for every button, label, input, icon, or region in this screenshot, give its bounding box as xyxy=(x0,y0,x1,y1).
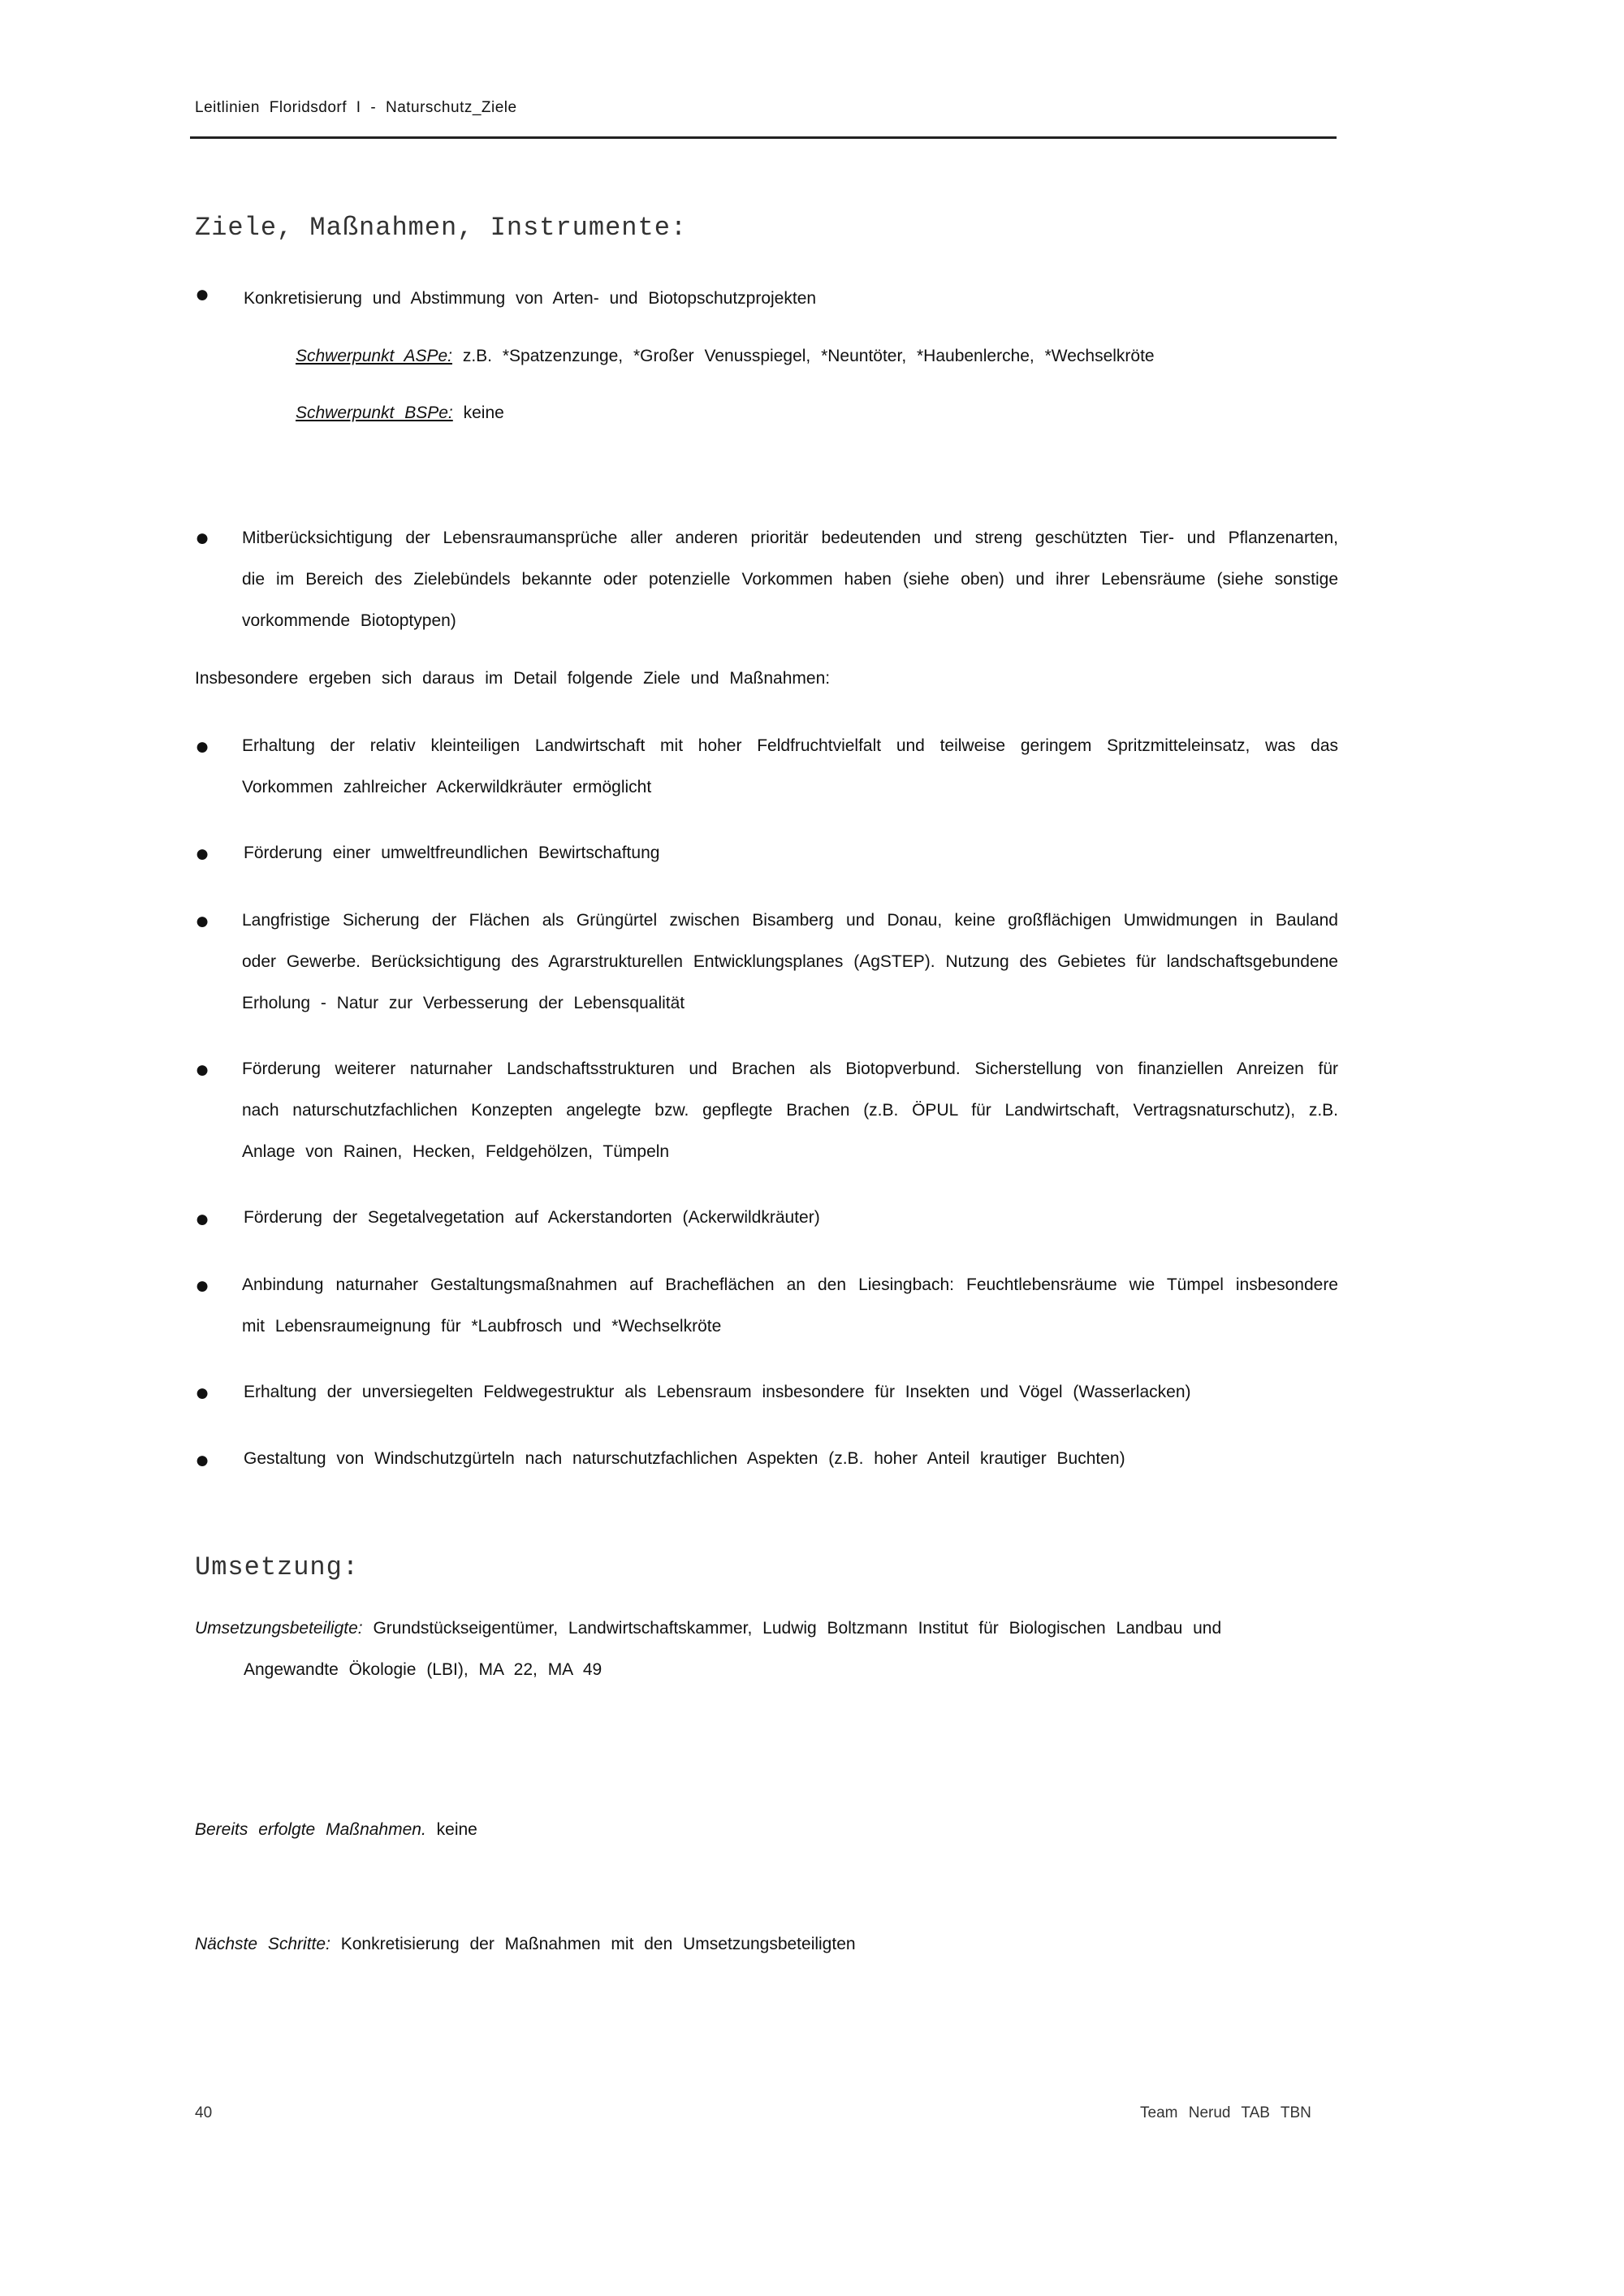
intro-text: Insbesondere ergeben sich daraus im Detail folgende Ziele und Maßnahmen: xyxy=(195,669,831,688)
aspe-value: z.B. *Spatzenzunge, *Großer Venusspiegel, *Neuntöter, *Haubenlerche, *Wechselkröte xyxy=(462,347,1155,365)
bullet-icon: ● xyxy=(195,1272,210,1299)
participants-label: Umsetzungsbeteiligte: xyxy=(195,1619,363,1638)
bullet-icon: ● xyxy=(195,1206,210,1232)
bullet-text: Langfristige Sicherung der Flächen als Grüngürtel zwischen Bisamberg und Donau, keine großflächigen Umwidmungen in Bauland oder Gewerbe. Berücksichtigung des Agrarstrukturellen Entwicklungsplanes (AgSTEP). Nutzung des Gebietes für landschaftsgebundene Erholung - Natur zur Verbesserung der Lebensqualität xyxy=(242,911,1338,1012)
next-label: Nächste Schritte: xyxy=(195,1935,330,1953)
done-value: keine xyxy=(436,1820,477,1839)
section-heading-implementation: Umsetzung: xyxy=(195,1552,360,1582)
aspe-label: Schwerpunkt ASPe: xyxy=(296,347,452,365)
header-rule xyxy=(190,136,1337,139)
bspe-label: Schwerpunkt BSPe: xyxy=(296,404,453,422)
bspe-value: keine xyxy=(463,404,504,422)
bullet-icon: ● xyxy=(195,281,210,308)
bullet-text: Förderung weiterer naturnaher Landschaftsstrukturen und Brachen als Biotopverbund. Sicherstellung von finanziellen Anreizen für nach naturschutzfachlichen Konzepten angelegte bzw. gepflegte Brachen (z.B. ÖPUL für Landwirtschaft, Vertragsnaturschutz), z.B. Anlage von Rainen, Hecken, Feldgehölzen, Tümpeln xyxy=(242,1060,1338,1161)
section-heading-goals: Ziele, Maßnahmen, Instrumente: xyxy=(195,213,688,243)
bullet-text: Förderung einer umweltfreundlichen Bewirtschaftung xyxy=(244,844,660,862)
bullet-text: Anbindung naturnaher Gestaltungsmaßnahmen auf Bracheflächen an den Liesingbach: Feuchtlebensräume wie Tümpel insbesondere mit Lebensraumeignung für *Laubfrosch und *Wechselkröte xyxy=(242,1275,1338,1336)
bullet-icon: ● xyxy=(195,908,210,934)
footer-page-number: 40 xyxy=(195,2104,213,2121)
bullet-icon: ● xyxy=(195,1379,210,1406)
running-header: Leitlinien Floridsdorf I - Naturschutz_Ziele xyxy=(195,99,517,116)
bullet-text: Förderung der Segetalvegetation auf Ackerstandorten (Ackerwildkräuter) xyxy=(244,1208,820,1227)
done-label: Bereits erfolgte Maßnahmen. xyxy=(195,1820,426,1839)
next-row xyxy=(195,1923,856,1965)
aspe-line xyxy=(296,335,1155,377)
bullet-icon: ● xyxy=(195,524,210,551)
footer-right: Team Nerud TAB TBN xyxy=(1140,2104,1311,2121)
bullet-icon: ● xyxy=(195,1056,210,1083)
bullet-icon: ● xyxy=(195,1447,210,1474)
bullet-text: Gestaltung von Windschutzgürteln nach naturschutzfachlichen Aspekten (z.B. hoher Anteil krautiger Buchten) xyxy=(244,1449,1125,1468)
bullet-text: Konkretisierung und Abstimmung von Arten- und Biotopschutzprojekten xyxy=(244,289,817,308)
bullet-text: Erhaltung der unversiegelten Feldwegestruktur als Lebensraum insbesondere für Insekten und Vögel (Wasserlacken) xyxy=(244,1383,1191,1401)
next-value: Konkretisierung der Maßnahmen mit den Umsetzungsbeteiligten xyxy=(340,1935,856,1953)
done-row xyxy=(195,1809,477,1850)
bullet-icon: ● xyxy=(195,733,210,760)
participants-row xyxy=(195,1608,1338,1690)
bullet-icon: ● xyxy=(195,840,210,867)
participants-value-line1: Grundstückseigentümer, Landwirtschaftskammer, Ludwig Boltzmann Institut für Biologischen Landbau und xyxy=(373,1619,1222,1638)
bullet-text: Mitberücksichtigung der Lebensraumansprüche aller anderen prioritär bedeutenden und streng geschützten Tier- und Pflanzenarten, die im Bereich des Zielebündels bekannte oder potenzielle Vorkommen haben (siehe oben) und ihrer Lebensräume (siehe sonstige vorkommende Biotoptypen) xyxy=(242,529,1338,630)
participants-value-line2: Angewandte Ökologie (LBI), MA 22, MA 49 xyxy=(244,1660,603,1679)
bspe-line xyxy=(296,392,504,434)
bullet-text: Erhaltung der relativ kleinteiligen Landwirtschaft mit hoher Feldfruchtvielfalt und teilweise geringem Spritzmitteleinsatz, was das Vorkommen zahlreicher Ackerwildkräuter ermöglicht xyxy=(242,736,1338,796)
